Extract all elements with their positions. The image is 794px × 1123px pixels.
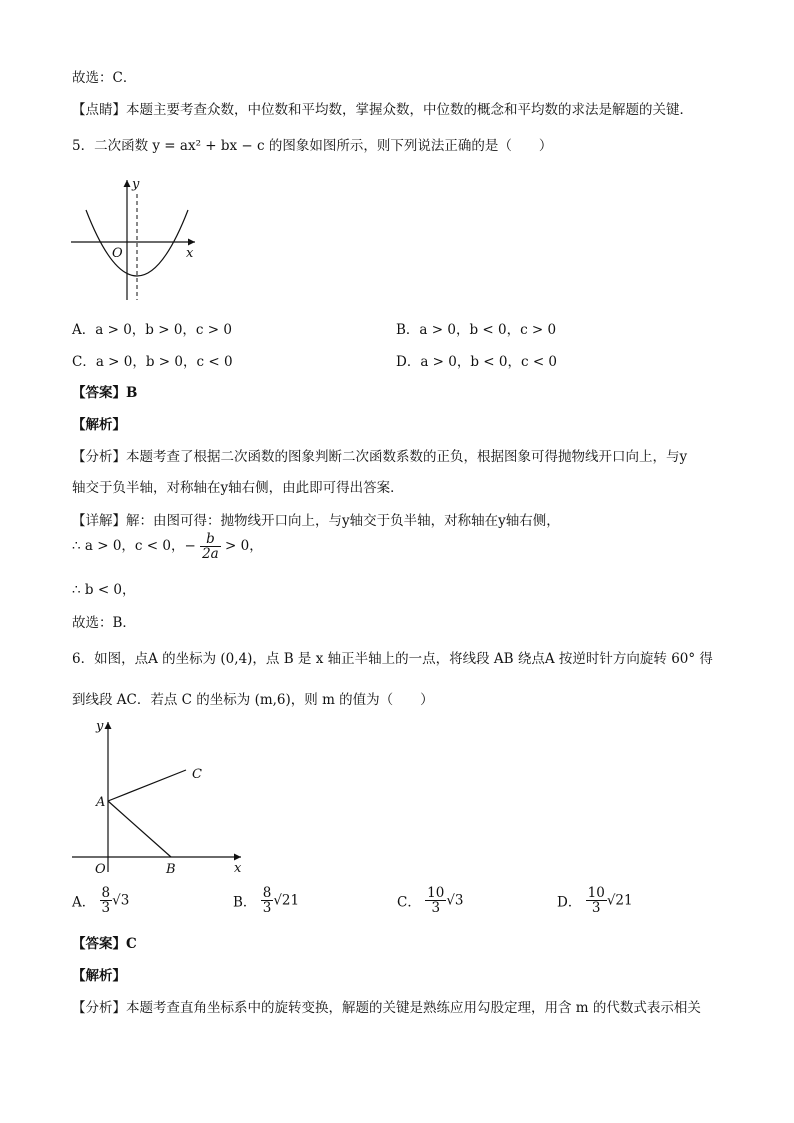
comment-line: 【点睛】本题主要考查众数，中位数和平均数，掌握众数，中位数的概念和平均数的求法是解题的关键． [72,102,693,118]
q5-step1-denominator: 2a [202,546,219,562]
segment-ab [108,801,171,857]
q5-answer: 【答案】B [72,385,138,401]
q6-option-a-label: A． [72,894,96,911]
q5-option-b: B．a > 0，b < 0，c > 0 [396,322,557,338]
q5-detail-line: 【详解】解：由图可得：抛物线开口向上，与y轴交于负半轴，对称轴在y轴右侧， [72,513,560,529]
q6-option-d [557,886,633,915]
point-c-label: C [192,767,202,782]
q6-option-b-fraction [261,886,274,915]
conclusion-line: 故选：C． [72,70,137,86]
q5-stem: 5．二次函数 y = ax² + bx − c 的图象如图所示，则下列说法正确的是（ ） [72,138,553,154]
q6-option-d-numerator: 10 [587,885,605,901]
q6-option-b-numerator: 8 [262,885,272,901]
origin-label: O [112,246,123,261]
q6-option-a [72,886,129,915]
x-axis-label: x [186,246,194,261]
q6-option-b-label: B． [233,894,257,911]
segment-ac [108,770,186,801]
q6-option-b-radical: √21 [273,892,300,909]
q5-step2: ∴ b < 0， [72,582,136,598]
q5-analysis-line2: 轴交于负半轴，对称轴在y轴右侧，由此即可得出答案． [72,480,404,496]
q6-option-d-fraction [586,886,607,915]
q6-answer: 【答案】C [72,936,137,952]
q5-step1 [72,532,263,561]
q6-stem-line2: 到线段 AC．若点 C 的坐标为 (m,6)，则 m 的值为（ ） [72,692,434,708]
q5-parabola-figure [68,172,208,307]
q5-choice: 故选：B． [72,615,136,631]
q6-option-c-numerator: 10 [427,885,445,901]
q6-option-b-denominator: 3 [262,900,272,916]
q6-rotation-figure [68,712,253,882]
q6-option-d-radical: √21 [606,892,633,909]
q5-option-c: C．a > 0，b > 0，c < 0 [72,354,233,370]
q6-analysis-heading: 【解析】 [72,968,126,984]
q6-option-a-numerator: 8 [101,885,111,901]
q6-option-c-fraction [425,886,446,915]
q6-analysis-line1: 【分析】本题考查直角坐标系中的旋转变换，解题的关键是熟练应用勾股定理，用含 m 的代数式表示相关 [72,1000,701,1016]
q6-option-c-label: C． [397,894,421,911]
q6-option-a-fraction [100,886,113,915]
q5-step1-fraction [200,532,221,561]
q6-option-c-radical: √3 [446,892,464,909]
x-axis-label: x [234,861,242,876]
y-axis-label: y [96,719,104,734]
point-b-label: B [166,862,176,877]
q5-analysis-line1: 【分析】本题考查了根据二次函数的图象判断二次函数系数的正负，根据图象可得抛物线开口向上，与y [72,449,688,465]
q5-step1-numerator: b [200,532,221,547]
q6-stem-line1: 6．如图，点A 的坐标为 (0,4)，点 B 是 x 轴正半轴上的一点，将线段 AB 绕点A 按逆时针方向旋转 60° 得 [72,651,713,667]
q6-option-d-label: D． [557,894,582,911]
q6-option-c [397,886,464,915]
q6-option-d-denominator: 3 [591,900,601,916]
y-axis-label: y [132,177,140,192]
origin-label: O [95,862,106,877]
q5-option-a: A．a > 0，b > 0，c > 0 [72,322,232,338]
q5-analysis-heading: 【解析】 [72,417,126,433]
q6-option-a-denominator: 3 [101,900,111,916]
q6-option-a-radical: √3 [112,892,130,909]
q6-option-c-denominator: 3 [431,900,441,916]
q5-step1-suffix: > 0， [225,538,263,554]
q5-step1-prefix: ∴ a > 0，c < 0，− [72,538,196,554]
q5-option-d: D．a > 0，b < 0，c < 0 [396,354,558,370]
point-a-label: A [96,795,106,810]
q6-option-b [233,886,299,915]
